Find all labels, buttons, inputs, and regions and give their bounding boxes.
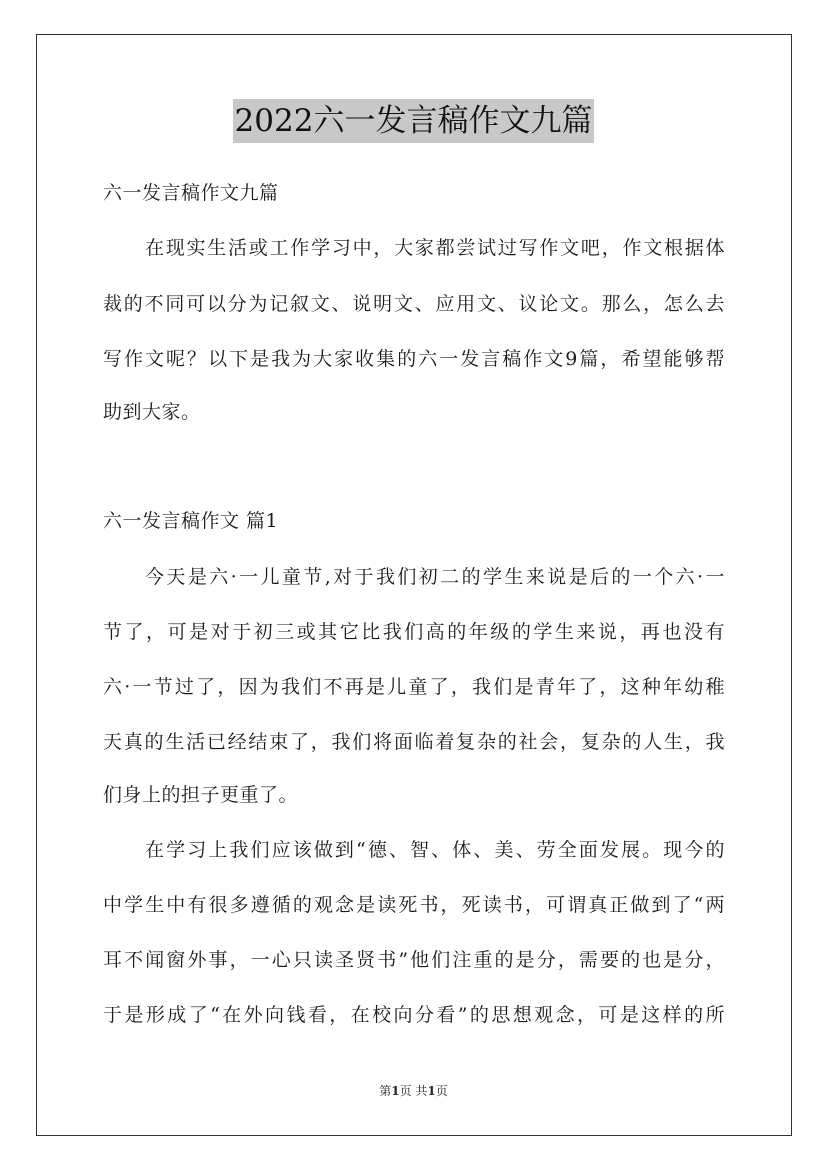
title-container — [0, 99, 827, 143]
para2-line-1: 在学习上我们应该做到“德、智、体、美、劳全面发展。现今的 — [145, 839, 725, 861]
footer-prefix: 第 — [379, 1084, 392, 1098]
footer-mid: 页 共 — [399, 1084, 428, 1098]
para1-line-4: 天真的生活已经结束了，我们将面临着复杂的社会，复杂的人生，我 — [103, 731, 725, 753]
para1-line-5: 们身上的担子更重了。 — [103, 784, 299, 806]
section-heading: 六一发言稿作文 篇1 — [103, 510, 279, 532]
para2-line-2: 中学生中有很多遵循的观念是读死书，死读书，可谓真正做到了“两 — [103, 894, 725, 916]
para2-line-4: 于是形成了“在外向钱看，在校向分看”的思想观念，可是这样的所 — [103, 1004, 725, 1026]
page-footer — [0, 1083, 827, 1099]
para1-line-3: 六·一节过了，因为我们不再是儿童了，我们是青年了，这种年幼稚 — [103, 676, 725, 698]
para1-line-2: 节了，可是对于初三或其它比我们高的年级的学生来说，再也没有 — [103, 621, 725, 643]
footer-suffix: 页 — [435, 1084, 448, 1098]
document-title: 2022六一发言稿作文九篇 — [233, 99, 595, 143]
para1-line-1: 今天是六·一儿童节,对于我们初二的学生来说是后的一个六·一 — [145, 566, 725, 588]
intro-line-4: 助到大家。 — [103, 401, 201, 423]
para2-line-3: 耳不闻窗外事，一心只读圣贤书”他们注重的是分，需要的也是分， — [103, 949, 725, 971]
footer-total-pages: 1 — [427, 1084, 436, 1098]
document-subtitle: 六一发言稿作文九篇 — [103, 182, 279, 204]
intro-line-2: 裁的不同可以分为记叙文、说明文、应用文、议论文。那么，怎么去 — [103, 293, 725, 315]
footer-page-number: 1 — [391, 1084, 400, 1098]
intro-line-1: 在现实生活或工作学习中，大家都尝试过写作文吧，作文根据体 — [145, 237, 725, 259]
intro-line-3: 写作文呢？以下是我为大家收集的六一发言稿作文9篇，希望能够帮 — [103, 348, 725, 370]
